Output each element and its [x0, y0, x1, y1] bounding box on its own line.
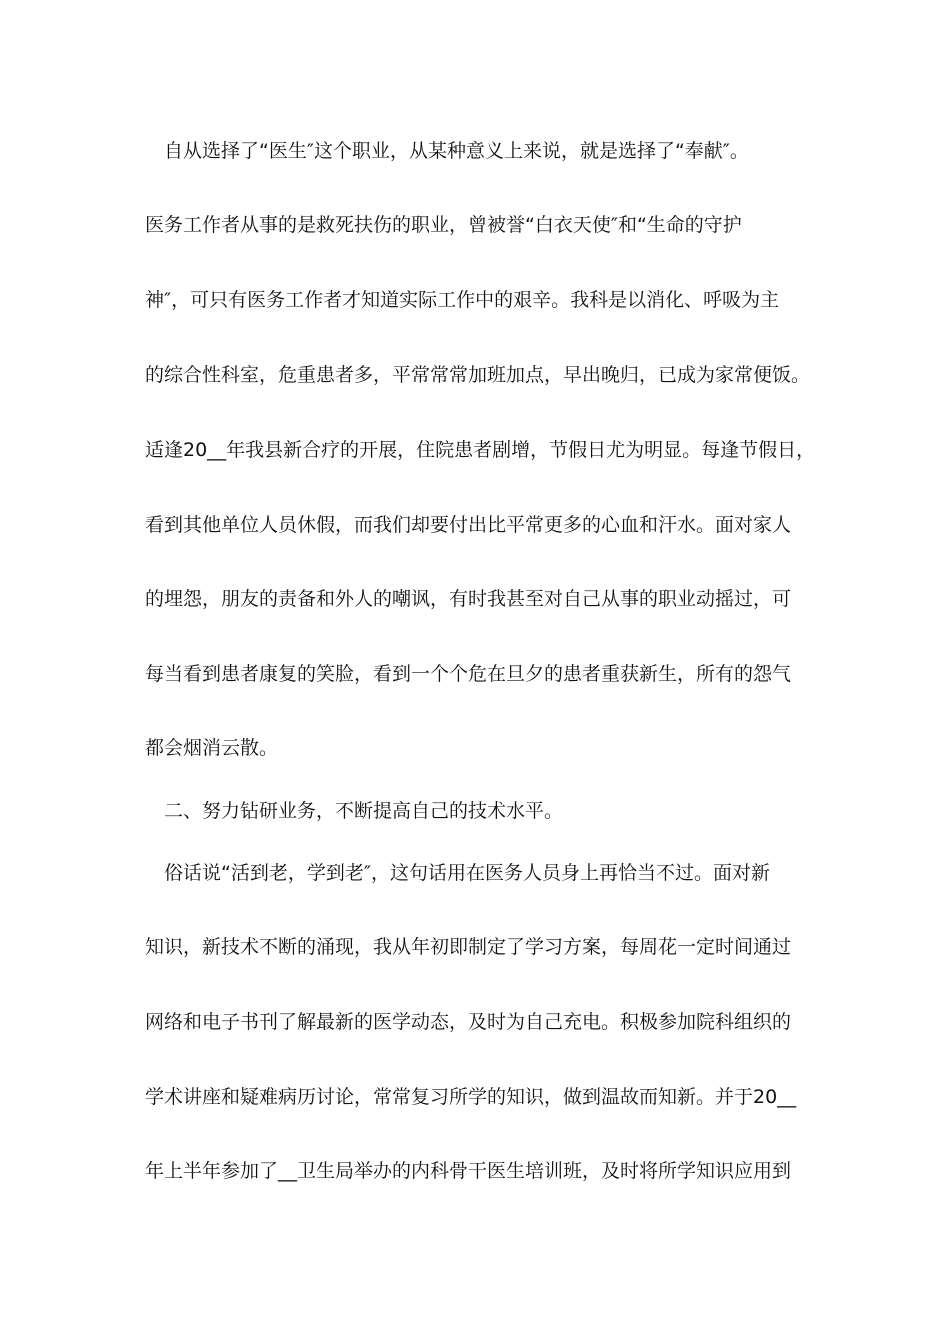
paragraph-line: 俗话说“活到老，学到老″，这句话用在医务人员身上再恰当不过。面对新 — [164, 862, 770, 884]
paragraph-line: 的综合性科室，危重患者多，平常常常加班加点，早出晚归，已成为家常便饭。 — [145, 364, 811, 386]
paragraph-line: 的埋怨，朋友的责备和外人的嘲讽，有时我甚至对自己从事的职业动摇过，可 — [145, 588, 792, 610]
paragraph-line: 都会烟消云散。 — [145, 737, 279, 759]
paragraph-line: 医务工作者从事的是救死扶伤的职业，曾被誉“白衣天使″和“生命的守护 — [145, 214, 742, 236]
paragraph-line: 知识，新技术不断的涌现，我从年初即制定了学习方案，每周花一定时间通过 — [145, 936, 792, 958]
paragraph-line: 网络和电子书刊了解最新的医学动态，及时为自己充电。积极参加院科组织的 — [145, 1011, 792, 1033]
paragraph-line: 自从选择了“医生″这个职业，从某种意义上来说，就是选择了“奉献″。 — [164, 140, 749, 162]
section-heading: 二、努力钻研业务，不断提高自己的技术水平。 — [164, 800, 564, 822]
paragraph-line: 看到其他单位人员休假，而我们却要付出比平常更多的心血和汗水。面对家人 — [145, 514, 792, 536]
paragraph-line: 学术讲座和疑难病历讨论，常常复习所学的知识，做到温故而知新。并于20__ — [145, 1086, 797, 1108]
paragraph-line: 年上半年参加了__卫生局举办的内科骨干医生培训班，及时将所学知识应用到 — [145, 1160, 792, 1182]
paragraph-line: 适逢20__年我县新合疗的开展，住院患者剧增，节假日尤为明显。每逢节假日， — [145, 439, 816, 461]
paragraph-line: 神″，可只有医务工作者才知道实际工作中的艰辛。我科是以消化、呼吸为主 — [145, 289, 780, 311]
paragraph-line: 每当看到患者康复的笑脸，看到一个个危在旦夕的患者重获新生，所有的怨气 — [145, 663, 792, 685]
